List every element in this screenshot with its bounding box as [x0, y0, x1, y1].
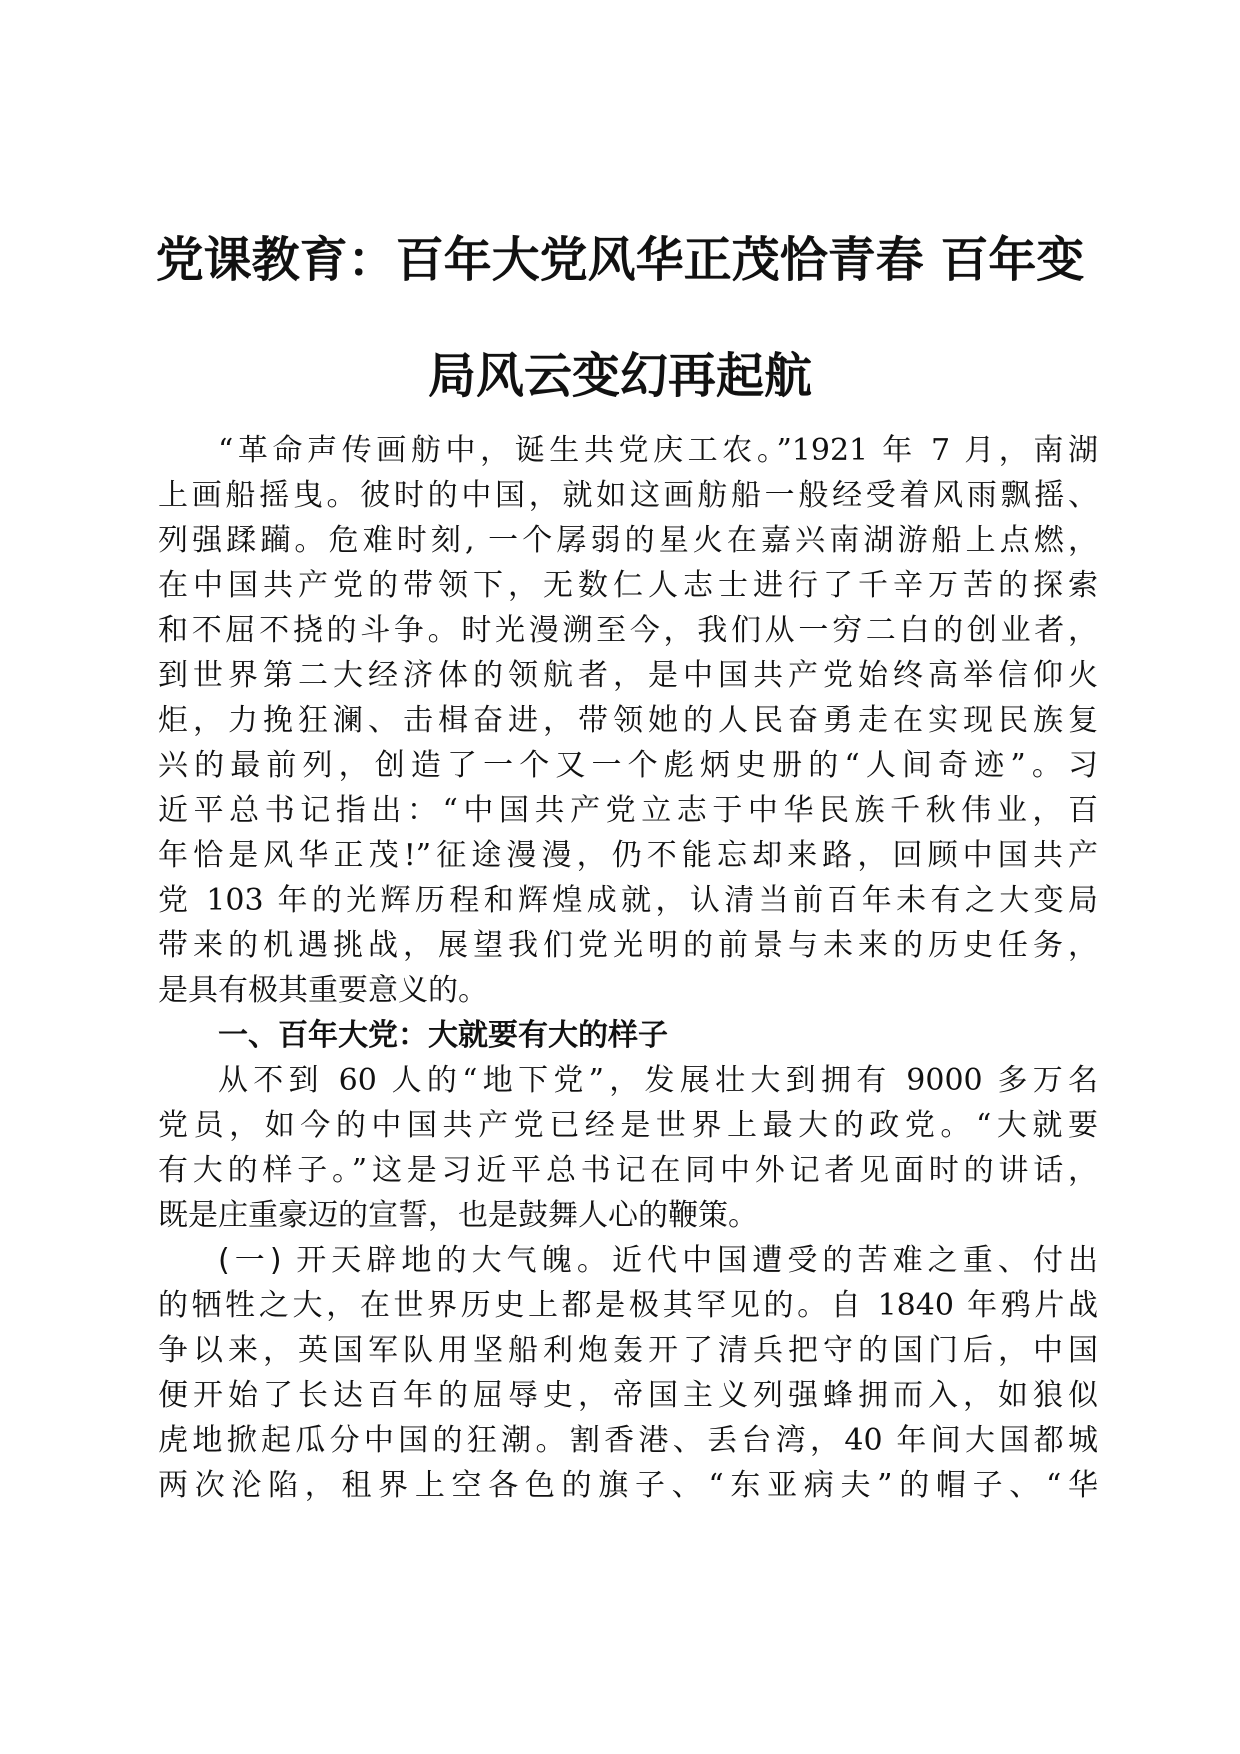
section-heading-1: 一、百年大党：大就要有大的样子	[218, 1018, 668, 1053]
paragraph-1-line: 是具有极其重要意义的。	[158, 973, 488, 1008]
paragraph-1-line: 和不屈不挠的斗争。时光漫溯至今，我们从一穷二白的创业者，	[158, 613, 1098, 648]
paragraph-3-first-line	[158, 1238, 1098, 1283]
paragraph-1-line: 党 103 年的光辉历程和辉煌成就，认清当前百年未有之大变局	[158, 883, 1098, 918]
paragraph-2-line: 既是庄重豪迈的宣誓，也是鼓舞人心的鞭策。	[158, 1198, 758, 1233]
document-body	[158, 428, 1098, 1508]
paragraph-1-line: 带来的机遇挑战，展望我们党光明的前景与未来的历史任务，	[158, 928, 1098, 963]
paragraph-1-line: 兴的最前列，创造了一个又一个彪炳史册的“人间奇迹”。习	[158, 748, 1098, 783]
document-title-line-2: 局风云变幻再起航	[427, 348, 812, 404]
paragraph-2-line: 党员，如今的中国共产党已经是世界上最大的政党。“大就要	[158, 1108, 1098, 1143]
paragraph-1-line: 列强蹂躏。危难时刻, 一个孱弱的星火在嘉兴南湖游船上点燃，	[158, 523, 1098, 558]
paragraph-3-line: 的牺牲之大，在世界历史上都是极其罕见的。自 1840 年鸦片战	[158, 1288, 1098, 1323]
paragraph-1-line: 近平总书记指出：“中国共产党立志于中华民族千秋伟业，百	[158, 793, 1098, 828]
paragraph-2-line: 有大的样子。”这是习近平总书记在同中外记者见面时的讲话，	[158, 1153, 1098, 1188]
paragraph-3-line: 虎地掀起瓜分中国的狂潮。割香港、丢台湾，40 年间大国都城	[158, 1423, 1098, 1458]
subsection-lead-1: (一) 开天辟地的大气魄。	[218, 1243, 612, 1278]
paragraph-2-line: 从不到 60 人的“地下党”，发展壮大到拥有 9000 多万名	[218, 1063, 1098, 1098]
paragraph-3-line: 两次沦陷，租界上空各色的旗子、“东亚病夫”的帽子、“华	[158, 1468, 1098, 1503]
paragraph-1-line: 到世界第二大经济体的领航者，是中国共产党始终高举信仰火	[158, 658, 1098, 693]
paragraph-3-first-rest: 近代中国遭受的苦难之重、付出	[611, 1243, 1098, 1278]
paragraph-1-line: 上画船摇曳。彼时的中国，就如这画舫船一般经受着风雨飘摇、	[158, 478, 1098, 513]
document-title-line-1: 党课教育：百年大党风华正茂恰青春 百年变	[155, 232, 1085, 288]
paragraph-1-line: 年恰是风华正茂!”征途漫漫，仍不能忘却来路，回顾中国共产	[158, 838, 1098, 873]
paragraph-1-line: 在中国共产党的带领下，无数仁人志士进行了千辛万苦的探索	[158, 568, 1098, 603]
paragraph-3-line: 争以来，英国军队用坚船利炮轰开了清兵把守的国门后，中国	[158, 1333, 1098, 1368]
paragraph-1-line: “革命声传画舫中，诞生共党庆工农。”1921 年 7 月，南湖	[218, 433, 1098, 468]
paragraph-1-line: 炬，力挽狂澜、击楫奋进，带领她的人民奋勇走在实现民族复	[158, 703, 1098, 738]
paragraph-3-line: 便开始了长达百年的屈辱史，帝国主义列强蜂拥而入，如狼似	[158, 1378, 1098, 1413]
